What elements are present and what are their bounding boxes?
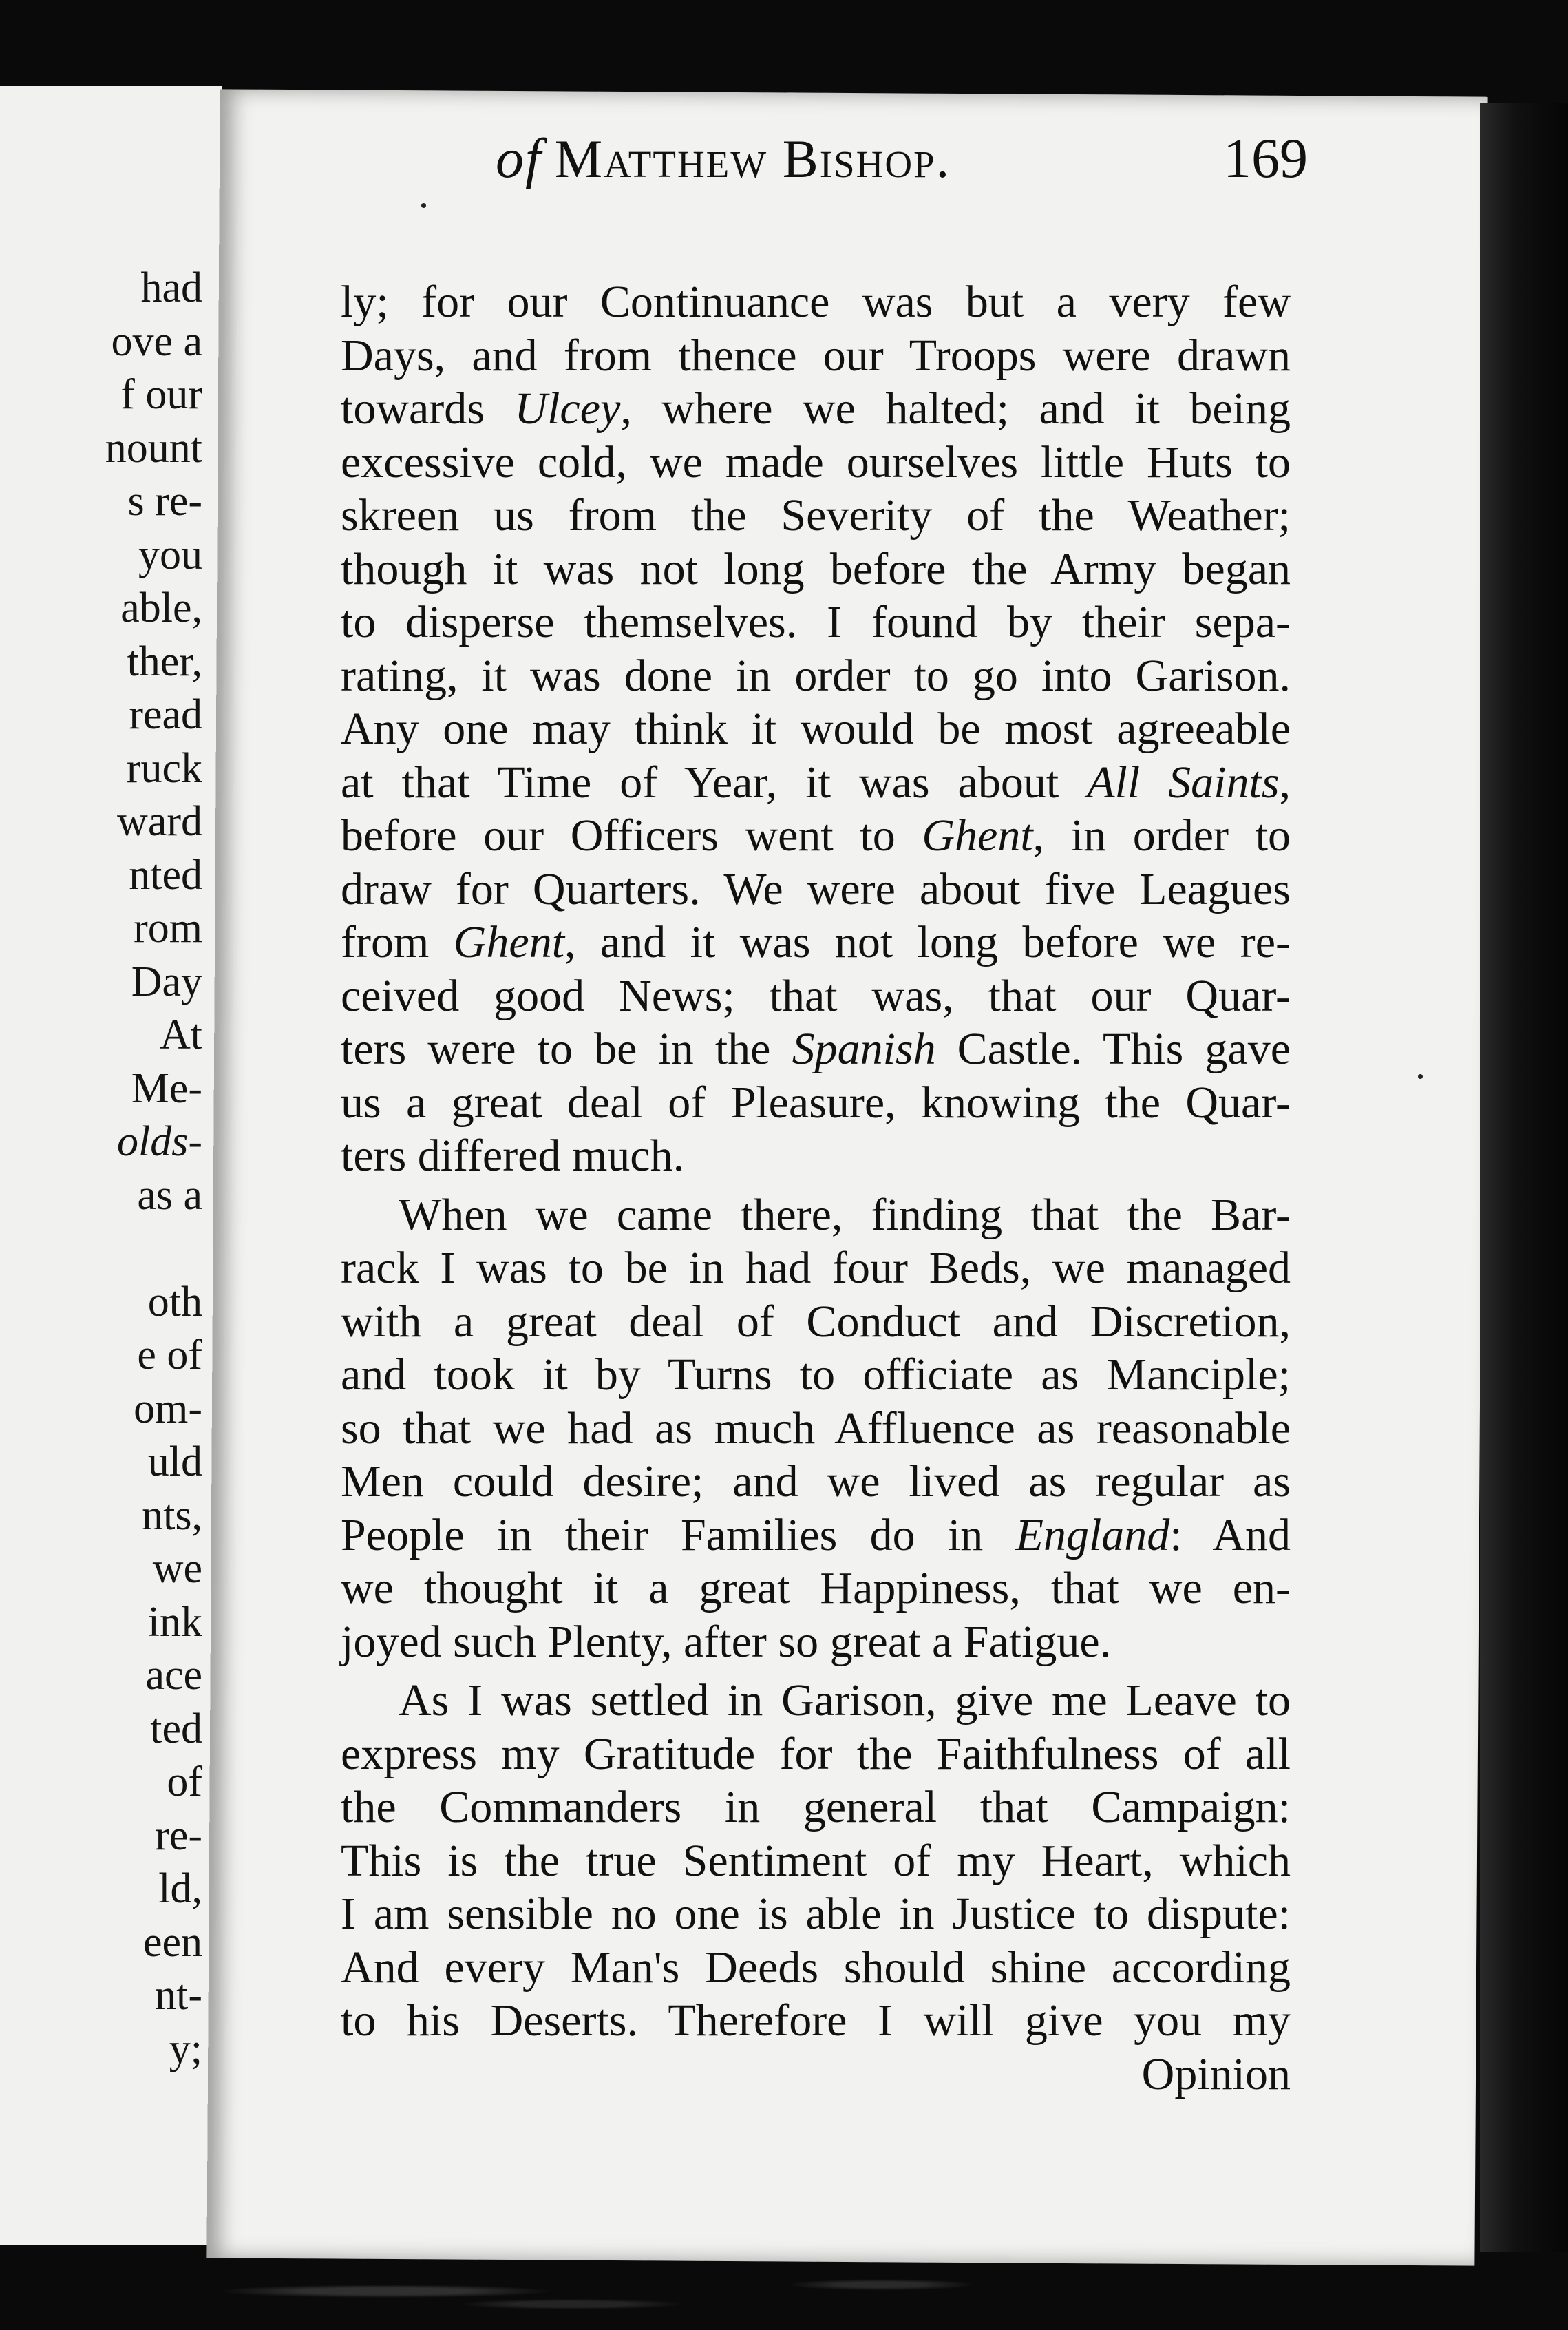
text-run: People in their Families do in — [341, 1509, 1016, 1560]
ink-speck — [1418, 1074, 1423, 1079]
text-run: And every Man's Deeds should shine according — [341, 1942, 1291, 1993]
page-number: 169 — [1223, 127, 1308, 189]
text-run: rack I was to be in had four Beds, we managed — [341, 1243, 1291, 1293]
text-run: As I was settled in Garison, give me Leave to — [399, 1675, 1291, 1725]
italic-word: Ghent — [922, 810, 1033, 861]
left-page-line: able, — [120, 585, 202, 631]
italic-word: Spanish — [792, 1024, 936, 1074]
text-run: This is the true Sentiment of my Heart, which — [341, 1835, 1291, 1886]
left-page-line: as a — [137, 1171, 202, 1219]
text-run: Days, and from thence our Troops were drawn — [341, 330, 1291, 381]
text-run: When we came there, finding that the Bar- — [399, 1189, 1291, 1240]
text-line — [341, 1188, 1291, 1242]
text-run: we thought it a great Happiness, that we en- — [341, 1563, 1291, 1613]
running-title-of: of — [496, 127, 542, 189]
text-line — [341, 1834, 1291, 1888]
catchword: Opinion — [1141, 2048, 1291, 2099]
left-page-line: ruck — [126, 744, 202, 792]
running-title-name: Matthew Bishop. — [554, 129, 951, 189]
text-run: at that Time of Year, it was about — [341, 757, 1088, 808]
text-run: rating, it was done in order to go into Garison. — [341, 650, 1291, 701]
text-run: before our Officers went to — [341, 810, 922, 861]
left-page-line: ther, — [127, 638, 202, 685]
left-page-line: ward — [117, 798, 202, 845]
text-run: excessive cold, we made ourselves little Huts to — [341, 437, 1291, 487]
text-line — [341, 1728, 1291, 1781]
italic-word: Ghent — [453, 917, 565, 967]
left-page-line: olds- — [117, 1118, 202, 1165]
text-line — [341, 969, 1291, 1023]
text-line — [341, 1129, 1291, 1183]
text-run: ters differed much. — [341, 1131, 685, 1181]
text-run: from — [341, 917, 454, 967]
text-line — [341, 382, 1291, 436]
text-run: , — [1279, 757, 1291, 808]
left-page-line: you — [138, 531, 202, 578]
paragraph-gap — [341, 1668, 1291, 1674]
left-page-line: ace — [145, 1652, 202, 1699]
left-page-line: s re- — [127, 478, 202, 525]
text-line — [341, 649, 1291, 703]
text-line — [341, 1402, 1291, 1456]
text-run: skreen us from the Severity of the Weather; — [341, 490, 1291, 540]
left-page-line: Me- — [131, 1064, 202, 1112]
text-line — [341, 1562, 1291, 1615]
running-title — [496, 126, 951, 191]
paragraph-gap — [341, 1183, 1291, 1188]
text-line — [341, 543, 1291, 596]
left-page-line: ted — [150, 1705, 202, 1752]
left-page-line: had — [140, 264, 202, 311]
text-run: draw for Quarters. We were about five Leagues — [341, 863, 1291, 914]
text-run: ters were to be in the — [341, 1024, 792, 1074]
text-line — [341, 756, 1291, 810]
left-page-line: we — [152, 1545, 202, 1592]
italic-word: All Saints — [1087, 757, 1280, 808]
left-page-line: uld — [147, 1438, 202, 1485]
text-run: joyed such Plenty, after so great a Fatigue. — [341, 1616, 1112, 1667]
text-run: ceived good News; that was, that our Quar- — [341, 970, 1291, 1021]
text-line — [341, 1615, 1291, 1669]
left-page-line: re- — [155, 1812, 202, 1859]
text-run: towards — [341, 384, 515, 434]
left-page-line: e of — [137, 1332, 202, 1378]
text-line — [341, 1941, 1291, 1995]
text-run: the Commanders in general that Campaign: — [341, 1782, 1291, 1832]
left-page-line: ink — [147, 1598, 202, 1646]
text-run: express my Gratitude for the Faithfulness of all — [341, 1728, 1291, 1779]
left-page-line: Day — [131, 958, 202, 1005]
text-line — [341, 1348, 1291, 1402]
text-run: ly; for our Continuance was but a very few — [341, 277, 1291, 327]
text-run: Any one may think it would be most agreeable — [341, 704, 1291, 754]
text-run: I am sensible no one is able in Justice to dispute: — [341, 1889, 1291, 1939]
text-line — [341, 1509, 1291, 1562]
text-run: Castle. This gave — [935, 1024, 1291, 1074]
text-run: to his Deserts. Therefore I will give you my — [341, 1995, 1291, 2046]
text-line — [341, 916, 1291, 969]
text-line — [341, 596, 1291, 649]
text-line — [341, 1781, 1291, 1834]
text-line — [341, 863, 1291, 916]
text-line — [341, 1295, 1291, 1349]
italic-word: Ulcey — [514, 384, 621, 434]
text-run: with a great deal of Conduct and Discretion, — [341, 1296, 1291, 1347]
text-line — [341, 436, 1291, 490]
text-run: us a great deal of Pleasure, knowing the Quar- — [341, 1077, 1291, 1128]
text-line — [341, 1994, 1291, 2048]
left-page-line: een — [142, 1918, 202, 1966]
text-run: , in order to — [1032, 810, 1291, 861]
text-run: : And — [1169, 1509, 1291, 1560]
text-line — [341, 702, 1291, 756]
left-page-line: of — [167, 1759, 202, 1805]
left-page-line: oth — [147, 1278, 202, 1325]
text-run: to disperse themselves. I found by their sepa- — [341, 597, 1291, 647]
left-page-fragment — [0, 86, 222, 2245]
text-line — [341, 489, 1291, 543]
text-line — [341, 1674, 1291, 1728]
text-run: , where we halted; and it being — [620, 384, 1291, 434]
left-page-line: ld, — [158, 1865, 202, 1912]
italic-word: England — [1015, 1509, 1170, 1560]
text-run: so that we had as much Affluence as reasonable — [341, 1403, 1291, 1453]
text-run: though it was not long before the Army began — [341, 543, 1291, 594]
text-line — [341, 1022, 1291, 1076]
text-line — [341, 275, 1291, 329]
text-line — [341, 1076, 1291, 1130]
left-page-line: ove a — [111, 317, 202, 365]
left-page-line: y; — [169, 2025, 202, 2072]
text-line — [341, 1241, 1291, 1295]
left-page-line: nount — [105, 424, 202, 472]
text-run: and took it by Turns to officiate as Manciple; — [341, 1350, 1291, 1400]
scan-debris — [138, 2265, 1377, 2330]
left-page-line: nted — [129, 851, 202, 899]
text-line — [341, 329, 1291, 383]
ink-speck — [421, 203, 426, 208]
page-edge — [1480, 103, 1568, 2252]
running-head — [289, 114, 1308, 189]
text-line — [341, 1455, 1291, 1509]
text-run: Men could desire; and we lived as regular as — [341, 1456, 1291, 1507]
left-page-line: read — [129, 691, 202, 738]
left-page-line: rom — [134, 905, 202, 952]
left-page-line: At — [160, 1011, 202, 1058]
text-line — [341, 809, 1291, 863]
left-page-line: nt- — [155, 1972, 202, 2019]
left-page-line: f our — [120, 371, 202, 418]
left-page-line: om- — [134, 1385, 202, 1432]
body-text — [341, 275, 1291, 2101]
text-line — [341, 1887, 1291, 1941]
text-run: , and it was not long before we re- — [564, 917, 1291, 967]
left-page-line: nts, — [142, 1491, 202, 1539]
